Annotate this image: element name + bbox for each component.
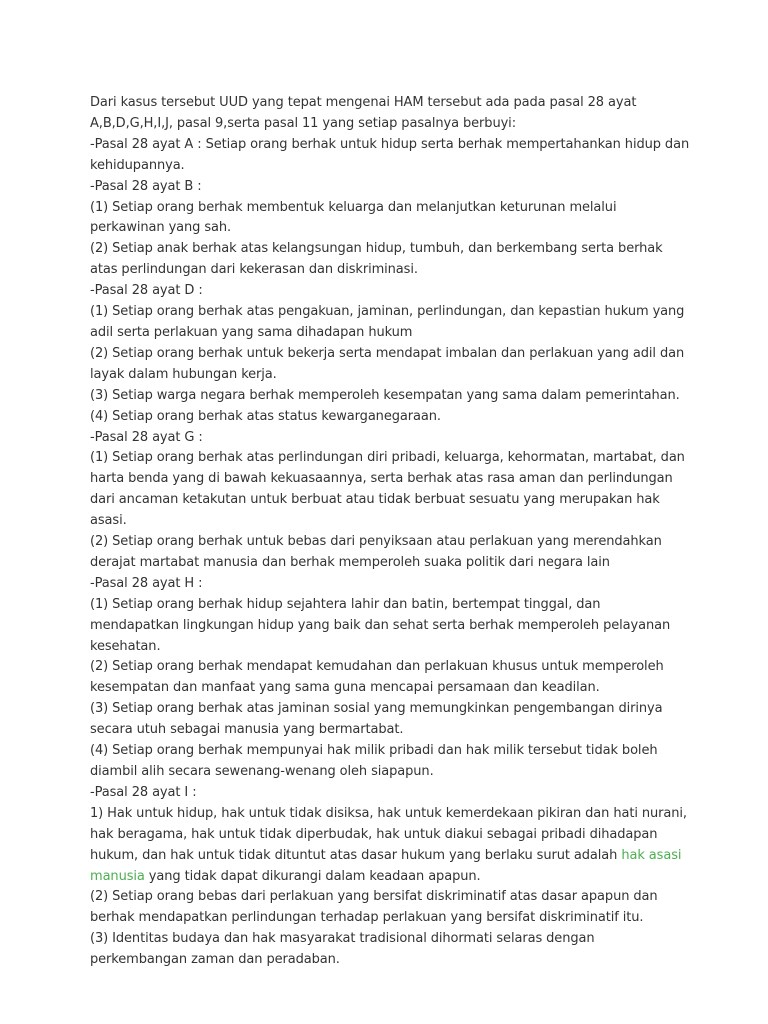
pasal-28d-item-3: (3) Setiap warga negara berhak memperoleh kesempatan yang sama dalam pemerintahan. — [90, 387, 680, 403]
pasal-28d-item-2: (2) Setiap orang berhak untuk bekerja serta mendapat imbalan dan perlakuan yang adil dan layak dalam hubungan kerja. — [90, 345, 685, 382]
pasal-28b-item-2: (2) Setiap anak berhak atas kelangsungan hidup, tumbuh, dan berkembang serta berhak atas perlindungan dari kekerasan dan diskriminasi. — [90, 241, 663, 278]
pasal-28h-item-2: (2) Setiap orang berhak mendapat kemudahan dan perlakuan khusus untuk memperoleh kesempatan dan manfaat yang sama guna mencapai persamaan dan keadilan. — [90, 659, 664, 696]
pasal-28g-item-2: (2) Setiap orang berhak untuk bebas dari penyiksaan atau perlakuan yang merendahkan derajat martabat manusia dan berhak memperoleh suaka politik dari negara lain — [90, 534, 662, 570]
hak-asasi-manusia-link[interactable]: hak asasi manusia — [90, 847, 682, 884]
pasal-28g-heading: -Pasal 28 ayat G : — [90, 429, 203, 445]
pasal-28i-item-1-text-before: 1) Hak untuk hidup, hak untuk tidak disiksa, hak untuk kemerdekaan pikiran dan hati nurani, hak beragama, hak untuk tidak diperbudak, hak untuk diakui sebagai pribadi dihadapan hukum, dan hak untuk tidak dituntut atas dasar hukum yang berlaku surut adalah — [90, 805, 687, 863]
pasal-28h-item-1: (1) Setiap orang berhak hidup sejahtera lahir dan batin, bertempat tinggal, dan mendapatkan lingkungan hidup yang baik dan sehat serta berhak memperoleh pelayanan kesehatan. — [90, 596, 671, 654]
pasal-28d-item-1: (1) Setiap orang berhak atas pengakuan, jaminan, perlindungan, dan kepastian hukum yang adil serta perlakuan yang sama dihadapan hukum — [90, 304, 685, 340]
pasal-28h-item-4: (4) Setiap orang berhak mempunyai hak milik pribadi dan hak milik tersebut tidak boleh diambil alih secara sewenang-wenang oleh siapapun. — [90, 743, 658, 779]
pasal-28g-item-1: (1) Setiap orang berhak atas perlindungan diri pribadi, keluarga, kehormatan, martabat, dan harta benda yang di bawah kekuasaannya, serta berhak atas rasa aman dan perlindungan dari ancaman ketakutan untuk berbuat atau tidak berbuat sesuatu yang merupakan hak asasi. — [90, 450, 685, 529]
pasal-28d-item-4: (4) Setiap orang berhak atas status kewarganegaraan. — [90, 408, 441, 424]
pasal-28b-heading: -Pasal 28 ayat B : — [90, 178, 202, 194]
pasal-28d-heading: -Pasal 28 ayat D : — [90, 283, 203, 299]
pasal-28i-heading: -Pasal 28 ayat I : — [90, 784, 197, 800]
pasal-28i-item-1-text-after: yang tidak dapat dikurangi dalam keadaan apapun. — [144, 868, 481, 884]
pasal-28i-item-1 — [90, 804, 690, 888]
document-body — [90, 93, 690, 971]
pasal-28i-item-3: (3) Identitas budaya dan hak masyarakat tradisional dihormati selaras dengan perkembangan zaman dan peradaban. — [90, 931, 595, 968]
pasal-28a-heading: -Pasal 28 ayat A : Setiap orang berhak untuk hidup serta berhak mempertahankan hidup dan kehidupannya. — [90, 136, 690, 173]
pasal-28h-heading: -Pasal 28 ayat H : — [90, 575, 203, 591]
pasal-28b-item-1: (1) Setiap orang berhak membentuk keluarga dan melanjutkan keturunan melalui perkawinan yang sah. — [90, 199, 617, 236]
pasal-28h-item-3: (3) Setiap orang berhak atas jaminan sosial yang memungkinkan pengembangan dirinya secara utuh sebagai manusia yang bermartabat. — [90, 701, 663, 738]
intro-paragraph: Dari kasus tersebut UUD yang tepat mengenai HAM tersebut ada pada pasal 28 ayat A,B,D,G,H,I,J, pasal 9,serta pasal 11 yang setiap pasalnya berbuyi: — [90, 95, 637, 131]
pasal-28i-item-2: (2) Setiap orang bebas dari perlakuan yang bersifat diskriminatif atas dasar apapun dan berhak mendapatkan perlindungan terhadap perlakuan yang bersifat diskriminatif itu. — [90, 889, 658, 926]
